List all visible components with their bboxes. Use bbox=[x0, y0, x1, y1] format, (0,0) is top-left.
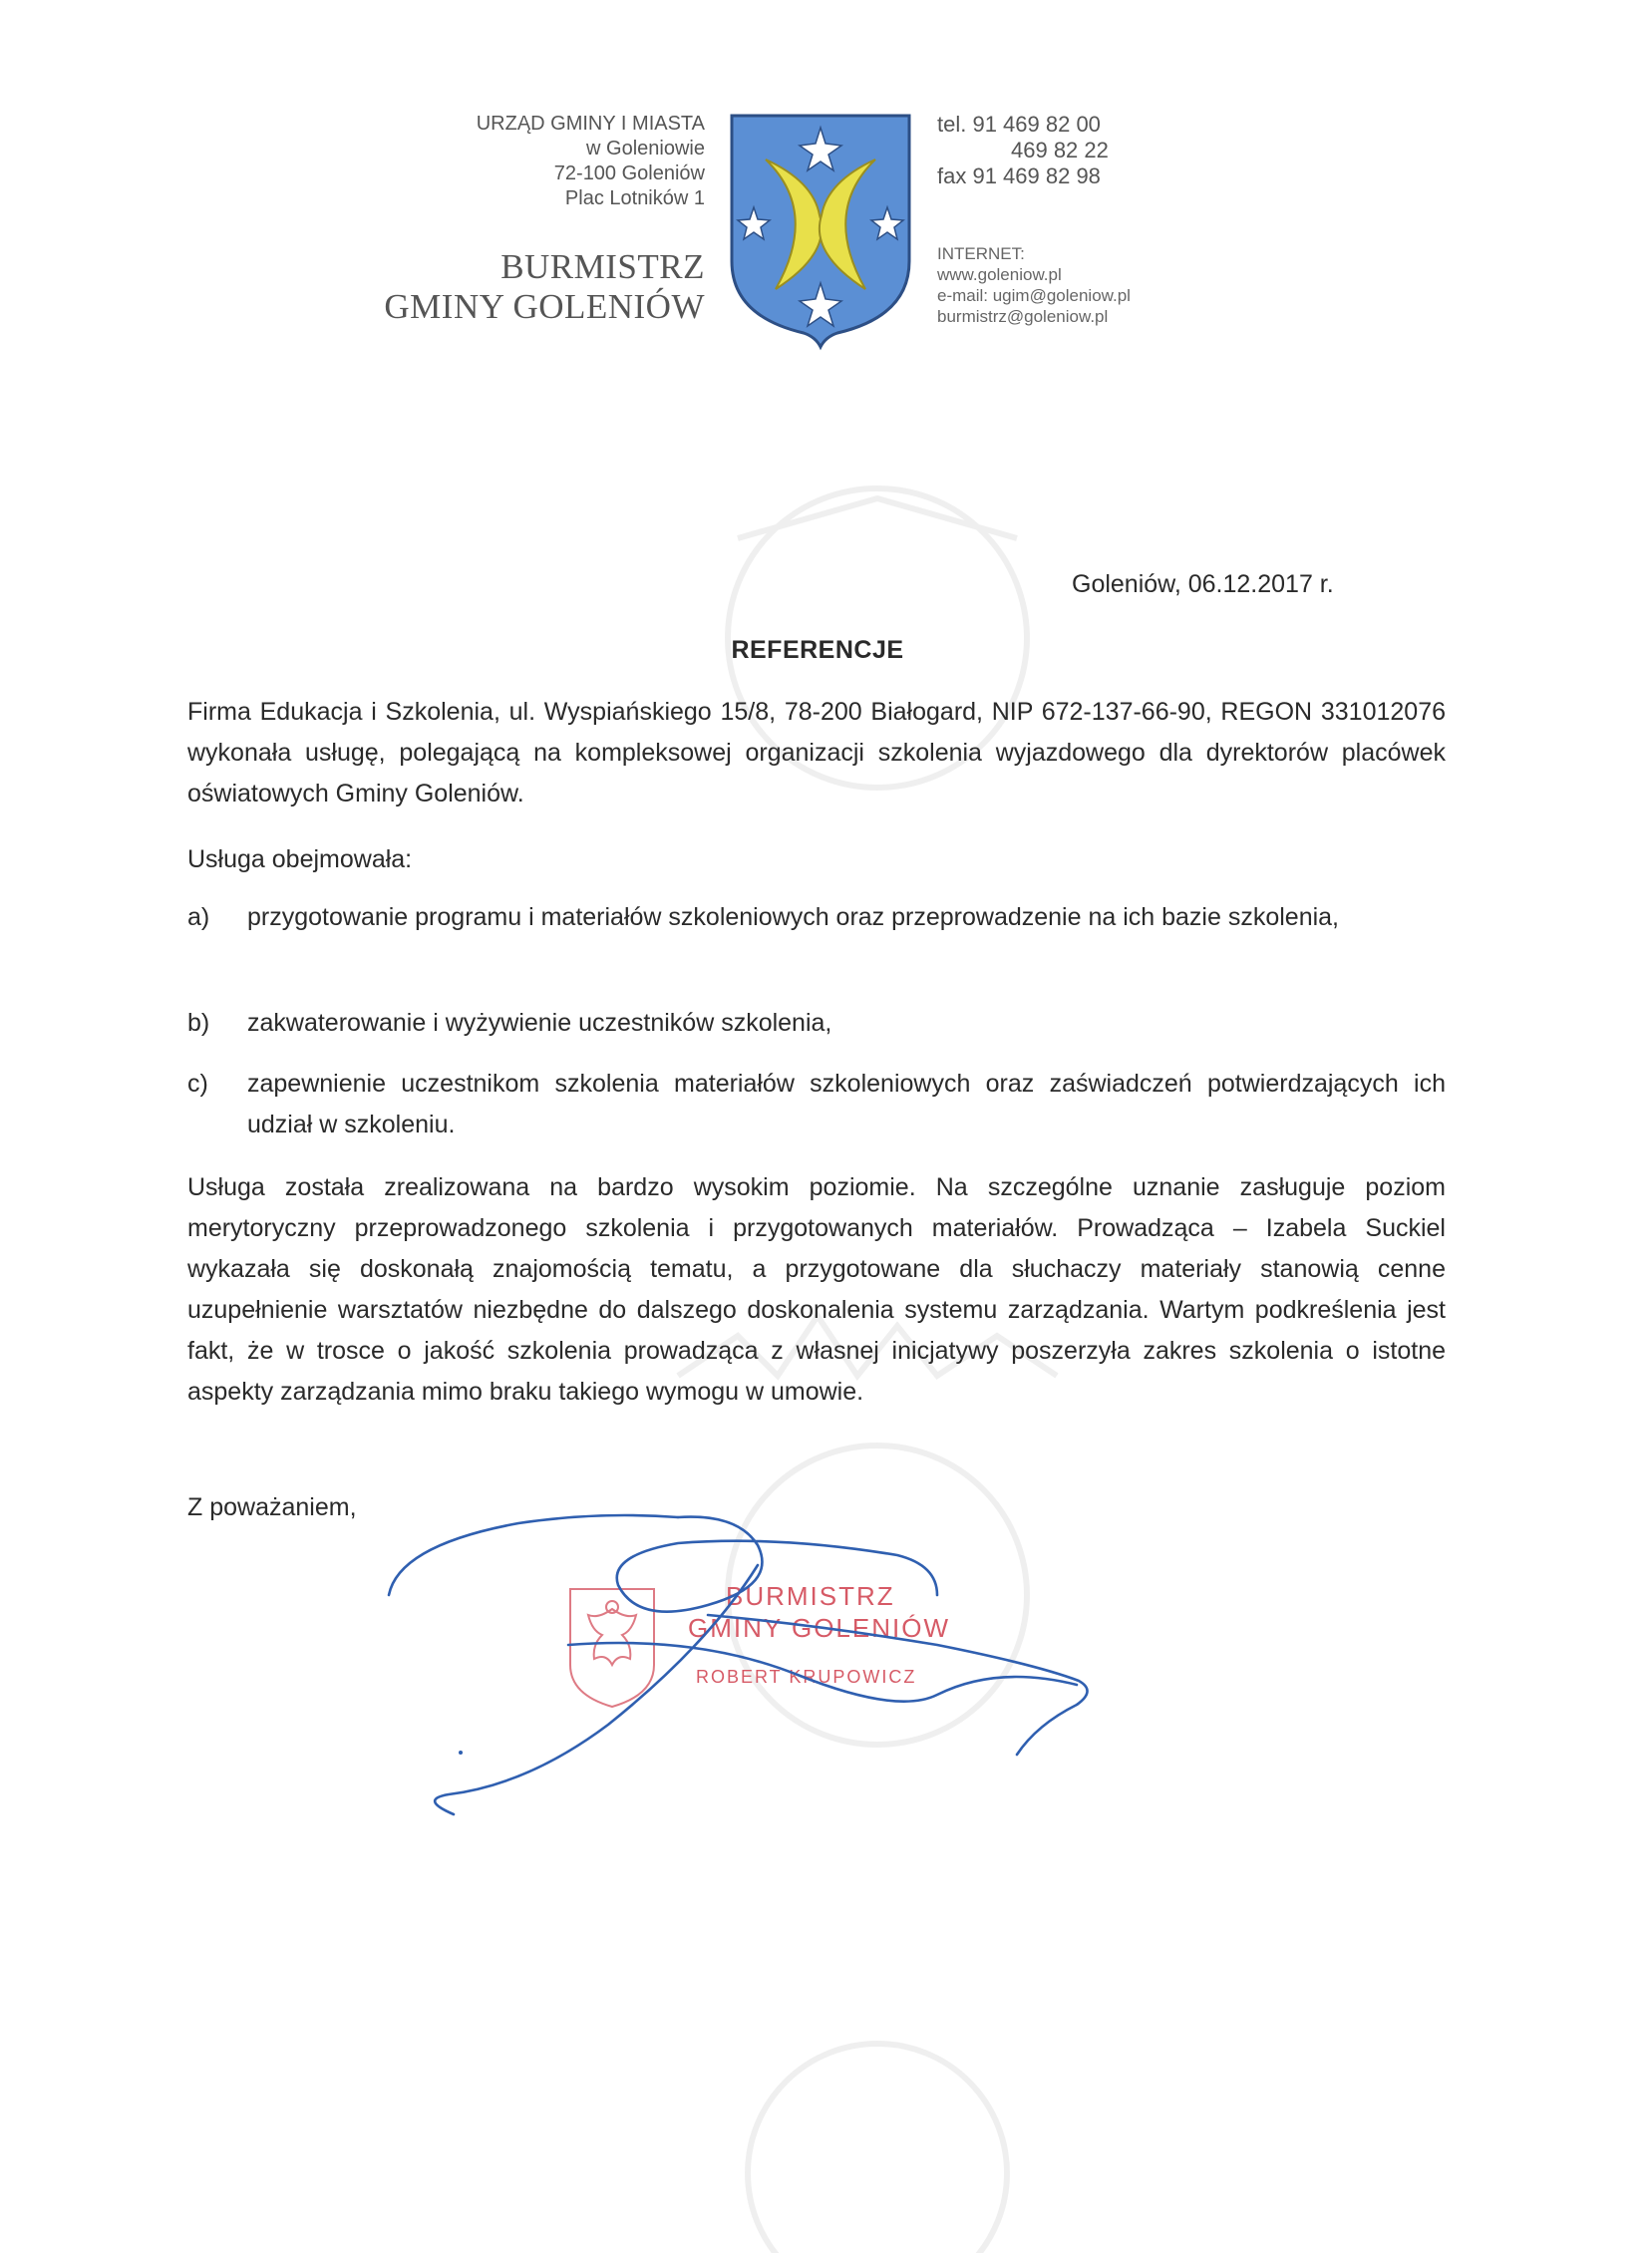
phone-line: 469 82 22 bbox=[1011, 138, 1109, 162]
list-text: zakwaterowanie i wyżywienie uczestników szkolenia, bbox=[247, 1009, 832, 1037]
closing-salutation: Z poważaniem, bbox=[187, 1493, 357, 1521]
email-link[interactable]: burmistrz@goleniow.pl bbox=[937, 307, 1109, 326]
office-line: w Goleniowie bbox=[586, 138, 705, 160]
paragraph-scope-heading: Usługa obejmowała: bbox=[187, 845, 413, 873]
office-address bbox=[366, 112, 705, 211]
mayor-title-line: BURMISTRZ bbox=[500, 247, 705, 286]
mayor-title bbox=[286, 247, 705, 327]
paragraph-intro: Firma Edukacja i Szkolenia, ul. Wyspiańskiego 15/8, 78-200 Białogard, NIP 672-137-66-90, REGON 331012076 wykonała usługę, polegającą na kompleksowej organizacji szkolenia wyjazdowego dla dyrektorów placówek oświatowych Gminy Goleniów. bbox=[187, 698, 1446, 807]
list-text: zapewnienie uczestnikom szkolenia materiałów szkoleniowych oraz zaświadczeń potwierdzających ich udział w szkoleniu. bbox=[247, 1070, 1446, 1138]
list-marker: a) bbox=[187, 903, 210, 931]
letter-title: REFERENCJE bbox=[731, 636, 904, 664]
phone-info bbox=[937, 112, 1216, 189]
internet-info bbox=[937, 243, 1236, 327]
stamp-line: GMINY GOLENIÓW bbox=[688, 1613, 950, 1643]
stamp-line: ROBERT KRUPOWICZ bbox=[696, 1667, 917, 1687]
stamp-line: BURMISTRZ bbox=[726, 1581, 895, 1611]
website-link[interactable]: www.goleniow.pl bbox=[937, 265, 1062, 284]
office-line: 72-100 Goleniów bbox=[553, 162, 705, 184]
office-line: URZĄD GMINY I MIASTA bbox=[476, 113, 705, 135]
email-link[interactable]: e-mail: ugim@goleniow.pl bbox=[937, 286, 1131, 305]
fax-line: fax 91 469 82 98 bbox=[937, 163, 1101, 188]
signature-icon bbox=[379, 1495, 1137, 1854]
mayor-title-line: GMINY GOLENIÓW bbox=[384, 287, 705, 326]
list-marker: b) bbox=[187, 1009, 210, 1037]
paragraph-evaluation: Usługa została zrealizowana na bardzo wysokim poziomie. Na szczególne uznanie zasługuje poziom merytoryczny przeprowadzonego szkolenia i przygotowanych materiałów. Prowadząca – Izabela Suckiel wykazała się doskonałą znajomością tematu, a przygotowane dla słuchaczy materiały stanowią cenne uzupełnienie warsztatów niezbędne do dalszego doskonalenia systemu zarządzania. Wartym podkreślenia jest fakt, że w trosce o jakość szkolenia prowadząca z własnej inicjatywy poszerzyła zakres szkolenia o istotne aspekty zarządzania mimo braku takiego wymogu w umowie. bbox=[187, 1173, 1446, 1406]
internet-label: INTERNET: bbox=[937, 244, 1025, 263]
phone-line: tel. 91 469 82 00 bbox=[937, 112, 1101, 137]
list-marker: c) bbox=[187, 1070, 208, 1098]
letter-date: Goleniów, 06.12.2017 r. bbox=[1072, 570, 1334, 598]
coat-of-arms-icon bbox=[728, 112, 913, 351]
list-text: przygotowanie programu i materiałów szkoleniowych oraz przeprowadzenie na ich bazie szkolenia, bbox=[247, 903, 1339, 931]
office-line: Plac Lotników 1 bbox=[564, 187, 705, 209]
